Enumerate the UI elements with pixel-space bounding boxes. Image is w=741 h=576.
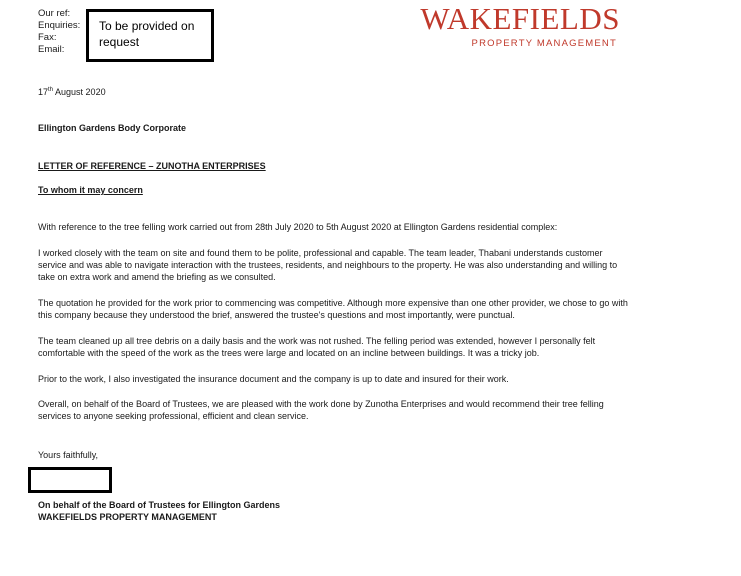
our-ref-label: Our ref: <box>38 8 71 19</box>
fax-label: Fax: <box>38 32 57 43</box>
paragraph-overall: Overall, on behalf of the Board of Trustees, we are pleased with the work done by Zunotha Enterprises and would recommend their tree felling services to anyone seeking professional, efficient and clean service. <box>38 399 604 421</box>
signature-redaction-box <box>28 467 112 493</box>
date-rest: August 2020 <box>53 87 106 97</box>
paragraph-insurance: Prior to the work, I also investigated the insurance document and the company is up to date and insured for their work. <box>38 374 509 384</box>
signoff-line-2: WAKEFIELDS PROPERTY MANAGEMENT <box>38 512 217 522</box>
redaction-box <box>86 9 214 62</box>
addressee: Ellington Gardens Body Corporate <box>38 123 187 133</box>
paragraph-cleanup: The team cleaned up all tree debris on a daily basis and the work was not rushed. The felling period was extended, however I personally felt comfortable with the speed of the work as the trees were large and located on an incline between buildings. It was a tricky job. <box>38 336 596 358</box>
salutation: To whom it may concern <box>38 185 143 195</box>
enquiries-label: Enquiries: <box>38 20 81 31</box>
paragraph-intro: With reference to the tree felling work carried out from 28th July 2020 to 5th August 2020 at Ellington Gardens residential complex: <box>38 222 558 232</box>
reference-labels <box>38 8 80 56</box>
redaction-note: To be provided on request <box>99 19 195 49</box>
logo-name: WAKEFIELDS <box>420 1 620 36</box>
paragraph-quotation: The quotation he provided for the work prior to commencing was competitive. Although more expensive than one other provider, we chose to go with this company because they understood the brief, answered the trustee's questions and most importantly, were punctual. <box>38 298 628 320</box>
letter-date <box>38 84 638 98</box>
closing: Yours faithfully, <box>38 450 99 460</box>
logo-subtitle: PROPERTY MANAGEMENT <box>471 38 617 49</box>
letter-subject: LETTER OF REFERENCE – ZUNOTHA ENTERPRISES <box>38 161 266 171</box>
paragraph-team: I worked closely with the team on site and found them to be polite, professional and capable. The team leader, Thabani understands customer service and was able to navigate interaction with the trustees, residents, and neighbours to the property. He was also understanding and willing to take on extra work and amend the briefing as we consulted. <box>38 248 618 282</box>
date-suffix: th <box>48 87 54 93</box>
company-logo <box>376 2 620 49</box>
date-day: 17 <box>38 87 49 97</box>
signoff-line-1: On behalf of the Board of Trustees for Ellington Gardens <box>38 500 281 510</box>
email-label: Email: <box>38 44 65 55</box>
